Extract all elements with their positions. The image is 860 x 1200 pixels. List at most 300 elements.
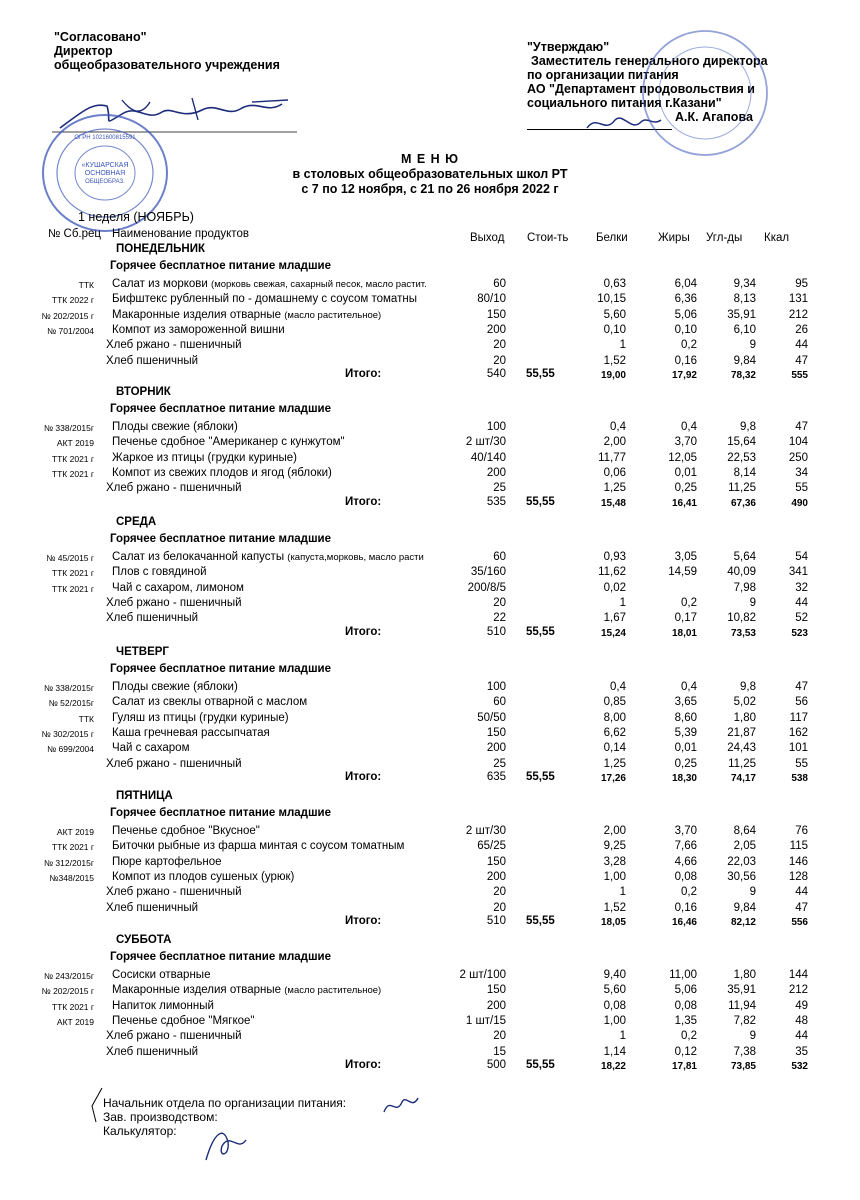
recipe-number: № 243/2015г [43, 971, 94, 981]
total-cost: 55,55 [526, 914, 555, 927]
kcal-value: 44 [795, 339, 808, 352]
total-fat: 17,81 [671, 1060, 697, 1072]
kcal-value: 76 [795, 825, 808, 837]
carbs-value: 21,87 [727, 726, 756, 739]
portion-output: 20 [493, 339, 506, 352]
carbs-value: 7,98 [733, 581, 756, 594]
total-output: 500 [486, 1058, 506, 1071]
recipe-number: ТТК 2021 г [51, 568, 94, 579]
portion-output: 100 [486, 681, 506, 693]
total-kcal: 523 [791, 627, 808, 639]
fat-value: 0,12 [674, 1045, 697, 1058]
dish-name [106, 1046, 198, 1058]
recipe-number: ТТК 2021 г [51, 1001, 94, 1012]
dish-name [112, 696, 307, 708]
fat-value: 0,01 [674, 742, 697, 755]
section-subtitle: Горячее бесплатное питание младшие [110, 663, 332, 675]
dish-title: Компот из плодов сушеных (урюк) [112, 870, 295, 883]
portion-output: 15 [493, 1045, 506, 1058]
fat-value: 0,16 [674, 354, 697, 367]
carbs-value: 9,34 [733, 278, 756, 290]
menu-row [0, 309, 860, 323]
dish-title: Хлеб пшеничный [106, 1045, 199, 1058]
dish-title: Хлеб ржано - пшеничный [106, 596, 242, 609]
menu-row [0, 582, 860, 596]
recipe-number: № 701/2004 [47, 325, 94, 336]
dish-name [106, 758, 242, 770]
total-kcal: 532 [791, 1060, 808, 1072]
recipe-number: № 45/2015 г [46, 553, 94, 563]
kcal-value: 101 [788, 742, 808, 755]
protein-value: 5,60 [603, 308, 626, 321]
carbs-value: 35,91 [727, 308, 756, 321]
carbs-value: 9 [749, 339, 756, 352]
fat-value: 0,2 [681, 886, 697, 899]
protein-value: 11,77 [598, 451, 626, 464]
total-output: 540 [486, 367, 506, 380]
kcal-value: 212 [788, 984, 808, 997]
portion-output: 2 шт/30 [465, 436, 506, 449]
portion-output: 20 [493, 901, 506, 914]
col-fat: Жиры [658, 232, 690, 244]
dish-title: Жаркое из птицы (грудки куриные) [112, 451, 298, 464]
approved-position-2: по организации питания [527, 68, 679, 82]
portion-output: 20 [493, 354, 506, 367]
carbs-value: 2,05 [733, 840, 756, 853]
kcal-value: 54 [795, 551, 808, 563]
dish-name [112, 421, 238, 433]
footer-signature-2 [200, 1122, 250, 1168]
kcal-value: 146 [788, 855, 808, 868]
dish-name [112, 324, 285, 336]
total-protein: 17,26 [600, 772, 626, 784]
menu-row [0, 840, 860, 854]
dish-name [112, 856, 222, 868]
dish-title: Печенье сдобное "Вкусное" [112, 825, 260, 837]
kcal-value: 115 [789, 840, 808, 853]
fat-value: 0,10 [674, 323, 697, 336]
total-label: Итого: [345, 625, 382, 638]
section-subtitle: Горячее бесплатное питание младшие [110, 403, 332, 415]
dish-note: (масло растительное) [284, 985, 382, 997]
total-label: Итого: [345, 914, 382, 927]
section-subtitle: Горячее бесплатное питание младшие [110, 951, 332, 963]
menu-row [0, 467, 860, 481]
carbs-value: 1,80 [733, 969, 756, 981]
dish-note: (капуста,морковь, масло расти [287, 552, 424, 563]
kcal-value: 162 [788, 726, 808, 739]
menu-row [0, 436, 860, 450]
dish-title: Каша гречневая рассыпчатая [112, 726, 270, 739]
portion-output: 200 [486, 742, 506, 755]
footer-production-manager: Зав. производством: [103, 1110, 218, 1124]
portion-output: 80/10 [477, 293, 506, 306]
menu-title-main: М Е Н Ю [400, 152, 460, 166]
total-output: 510 [486, 914, 506, 927]
kcal-value: 56 [795, 696, 808, 709]
recipe-number: № 202/2015 г [41, 310, 94, 321]
dish-name [112, 742, 190, 754]
kcal-value: 26 [795, 323, 808, 336]
dish-name [112, 467, 332, 479]
dish-name [106, 355, 198, 367]
recipe-number: № 338/2015г [43, 423, 94, 433]
agreed-title: "Согласовано" [54, 30, 147, 44]
portion-output: 2 шт/30 [465, 825, 506, 837]
section-subtitle: Горячее бесплатное питание младшие [110, 260, 332, 272]
dish-name [112, 551, 424, 563]
carbs-value: 9 [749, 1030, 756, 1043]
kcal-value: 47 [795, 681, 808, 693]
portion-output: 20 [493, 1030, 506, 1043]
week-label: 1 неделя (НОЯБРЬ) [78, 210, 194, 224]
menu-row [0, 482, 860, 496]
fat-value: 0,4 [681, 681, 697, 693]
fat-value: 3,65 [674, 696, 697, 709]
kcal-value: 104 [788, 436, 808, 449]
dish-name [106, 597, 242, 609]
dish-title: Пюре картофельное [112, 855, 222, 868]
recipe-number: № 202/2015 г [41, 986, 94, 997]
kcal-value: 44 [795, 886, 808, 899]
fat-value: 12,05 [668, 451, 697, 464]
day-name: СУББОТА [116, 934, 172, 946]
fat-value: 7,66 [674, 840, 697, 853]
kcal-value: 49 [795, 999, 808, 1012]
carbs-value: 5,02 [733, 696, 756, 709]
menu-row [0, 566, 860, 580]
menu-row [0, 339, 860, 353]
dish-name [112, 278, 427, 290]
dish-title: Печенье сдобное "Мягкое" [112, 1014, 255, 1027]
dish-note: (морковь свежая, сахарный песок, масло растит. [211, 279, 427, 290]
protein-value: 11,62 [598, 566, 626, 579]
fat-value: 5,39 [674, 726, 697, 739]
carbs-value: 11,94 [728, 999, 756, 1012]
protein-value: 2,00 [603, 436, 626, 449]
recipe-number: ТТК 2021 г [51, 583, 94, 594]
kcal-value: 52 [795, 612, 808, 625]
total-row [0, 368, 860, 382]
menu-row [0, 856, 860, 870]
menu-period: с 7 по 12 ноября, с 21 по 26 ноября 2022 г [301, 182, 559, 196]
approved-signer: А.К. Агапова [675, 110, 753, 124]
carbs-value: 9,8 [740, 421, 756, 433]
menu-row [0, 681, 860, 695]
total-protein: 15,24 [600, 627, 626, 639]
carbs-value: 5,64 [733, 551, 756, 563]
dish-name [112, 436, 345, 448]
protein-value: 1,00 [603, 1014, 626, 1027]
menu-row [0, 742, 860, 756]
recipe-number: АКТ 2019 [56, 827, 94, 837]
kcal-value: 55 [795, 757, 808, 770]
recipe-number: ТТК 2021 г [51, 468, 94, 479]
kcal-value: 34 [795, 466, 808, 479]
protein-value: 0,08 [603, 999, 626, 1012]
menu-row [0, 1015, 860, 1029]
fat-value: 3,70 [674, 436, 697, 449]
kcal-value: 47 [795, 354, 808, 367]
footer-signature-1 [380, 1090, 420, 1120]
protein-value: 1,00 [603, 870, 626, 883]
menu-row [0, 1030, 860, 1044]
dish-title: Хлеб пшеничный [106, 354, 199, 367]
total-carbs: 73,53 [730, 627, 756, 639]
dish-title: Макаронные изделия отварные [112, 308, 285, 321]
dish-title: Хлеб ржано - пшеничный [106, 886, 242, 899]
recipe-number: № 52/2015г [48, 698, 94, 709]
recipe-number: ТТК 2022 г [51, 295, 94, 306]
total-fat: 16,41 [671, 497, 697, 509]
day-name: ПЯТНИЦА [116, 790, 173, 802]
protein-value: 1,67 [603, 612, 626, 625]
dish-title: Чай с сахаром [112, 742, 190, 755]
total-protein: 15,48 [600, 497, 626, 509]
menu-row [0, 278, 860, 292]
menu-row [0, 355, 860, 369]
total-fat: 18,01 [671, 627, 697, 639]
dish-name [112, 840, 404, 852]
menu-row [0, 984, 860, 998]
total-carbs: 78,32 [730, 369, 756, 381]
svg-text:ОБЩЕОБРАЗ.: ОБЩЕОБРАЗ. [85, 179, 125, 185]
department-stamp [640, 8, 770, 188]
dish-name [112, 566, 207, 578]
fat-value: 0,25 [674, 757, 697, 770]
menu-row [0, 551, 860, 565]
kcal-value: 44 [795, 1030, 808, 1043]
approved-title: "Утверждаю" [527, 40, 610, 54]
dish-name [112, 984, 381, 996]
protein-value: 3,28 [603, 855, 626, 868]
protein-value: 0,02 [603, 581, 626, 594]
footer-bracket-mark [86, 1086, 106, 1126]
dish-title: Чай с сахаром, лимоном [112, 581, 244, 594]
menu-row [0, 421, 860, 435]
portion-output: 200 [486, 466, 506, 479]
recipe-number: № 699/2004 [47, 744, 94, 755]
protein-value: 1 [619, 886, 626, 899]
fat-value: 5,06 [674, 984, 697, 997]
portion-output: 150 [486, 855, 506, 868]
portion-output: 200 [486, 870, 506, 883]
agreed-org: общеобразовательного учреждения [54, 58, 280, 72]
dish-name [112, 309, 381, 321]
portion-output: 40/140 [470, 451, 506, 464]
total-kcal: 556 [791, 916, 808, 928]
protein-value: 1,14 [603, 1045, 626, 1058]
kcal-value: 47 [795, 901, 808, 914]
kcal-value: 250 [788, 451, 808, 464]
total-carbs: 82,12 [730, 916, 756, 928]
dish-title: Гуляш из птицы (грудки куриные) [112, 711, 289, 724]
dish-name [112, 712, 289, 724]
total-output: 635 [486, 770, 506, 783]
kcal-value: 117 [789, 711, 808, 724]
kcal-value: 128 [788, 870, 808, 883]
menu-row [0, 886, 860, 900]
dish-title: Хлеб ржано - пшеничный [106, 482, 242, 495]
total-kcal: 490 [791, 497, 808, 509]
section-subtitle: Горячее бесплатное питание младшие [110, 533, 332, 545]
fat-value: 0,2 [681, 339, 697, 352]
portion-output: 60 [493, 551, 506, 563]
total-label: Итого: [345, 495, 382, 508]
carbs-value: 40,09 [727, 566, 756, 579]
dish-name [112, 293, 417, 305]
protein-value: 1,25 [603, 482, 626, 495]
total-label: Итого: [345, 1058, 382, 1071]
dish-name [112, 681, 238, 693]
dish-title: Компот из замороженной вишни [112, 323, 285, 336]
portion-output: 60 [493, 278, 506, 290]
dish-title: Хлеб пшеничный [106, 612, 199, 625]
dish-name [106, 902, 198, 914]
dish-title: Плов с говядиной [112, 566, 207, 579]
total-row [0, 915, 860, 929]
fat-value: 1,35 [674, 1014, 697, 1027]
portion-output: 20 [493, 886, 506, 899]
kcal-value: 341 [788, 566, 808, 579]
portion-output: 200 [486, 999, 506, 1012]
dish-name [112, 582, 244, 594]
menu-title [210, 152, 650, 197]
carbs-value: 6,10 [733, 323, 756, 336]
menu-row [0, 696, 860, 710]
recipe-number: АКТ 2019 [56, 438, 94, 449]
carbs-value: 24,43 [727, 742, 756, 755]
portion-output: 20 [493, 596, 506, 609]
section-subtitle: Горячее бесплатное питание младшие [110, 807, 332, 819]
menu-row [0, 758, 860, 772]
recipe-number: ТТК [78, 280, 94, 290]
protein-value: 0,10 [603, 323, 626, 336]
fat-value: 0,2 [681, 1030, 697, 1043]
portion-output: 50/50 [477, 711, 506, 724]
menu-row [0, 612, 860, 626]
total-fat: 16,46 [671, 916, 697, 928]
dish-title: Печенье сдобное "Американер с кунжутом" [112, 436, 345, 449]
total-output: 510 [486, 625, 506, 638]
dish-name [106, 339, 242, 351]
approved-position: Заместитель генерального директора [531, 54, 768, 68]
total-carbs: 67,36 [730, 497, 756, 509]
total-row [0, 771, 860, 785]
kcal-value: 32 [795, 581, 808, 594]
carbs-value: 15,64 [727, 436, 756, 449]
kcal-value: 55 [795, 482, 808, 495]
recipe-number: АКТ 2019 [56, 1016, 94, 1027]
svg-text:«КУШАРСКАЯ: «КУШАРСКАЯ [81, 162, 129, 169]
carbs-value: 9 [749, 886, 756, 899]
dish-title: Хлеб ржано - пшеничный [106, 339, 242, 352]
carbs-value: 7,38 [733, 1045, 756, 1058]
fat-value: 0,2 [681, 596, 697, 609]
fat-value: 6,04 [674, 278, 697, 290]
kcal-value: 35 [795, 1045, 808, 1058]
carbs-value: 22,53 [727, 451, 756, 464]
fat-value: 0,25 [674, 482, 697, 495]
carbs-value: 8,64 [733, 825, 756, 837]
portion-output: 1 шт/15 [465, 1014, 506, 1027]
col-protein: Белки [596, 232, 628, 244]
portion-output: 25 [493, 482, 506, 495]
portion-output: 100 [486, 421, 506, 433]
col-kcal: Ккал [764, 232, 790, 244]
protein-value: 1 [619, 1030, 626, 1043]
protein-value: 5,60 [603, 984, 626, 997]
dish-title: Напиток лимонный [112, 999, 214, 1012]
carbs-value: 9 [749, 596, 756, 609]
total-label: Итого: [345, 770, 382, 783]
total-kcal: 555 [791, 369, 808, 381]
recipe-number: ТТК 2021 г [51, 842, 94, 853]
fat-value: 6,36 [674, 293, 697, 306]
menu-row [0, 727, 860, 741]
menu-row [0, 293, 860, 307]
fat-value: 0,17 [674, 612, 697, 625]
recipe-number: № 338/2015г [43, 683, 94, 693]
total-cost: 55,55 [526, 625, 555, 638]
dish-name [112, 969, 210, 981]
dish-name [112, 1015, 255, 1027]
carbs-value: 7,82 [733, 1014, 756, 1027]
total-row [0, 496, 860, 510]
dish-title: Плоды свежие (яблоки) [112, 681, 238, 693]
kcal-value: 131 [788, 293, 808, 306]
menu-row [0, 902, 860, 916]
total-cost: 55,55 [526, 1058, 555, 1071]
carbs-value: 9,84 [733, 901, 756, 914]
fat-value: 0,16 [674, 901, 697, 914]
kcal-value: 95 [795, 278, 808, 290]
dish-title: Хлеб ржано - пшеничный [106, 1030, 242, 1043]
portion-output: 35/160 [470, 566, 506, 579]
dish-title: Салат из моркови [112, 278, 212, 290]
dish-name [112, 825, 260, 837]
carbs-value: 30,56 [727, 870, 756, 883]
fat-value: 8,60 [674, 711, 697, 724]
dish-title: Хлеб ржано - пшеничный [106, 757, 242, 770]
carbs-value: 22,03 [727, 855, 756, 868]
protein-value: 0,85 [603, 696, 626, 709]
dish-name [106, 886, 242, 898]
fat-value: 4,66 [674, 855, 697, 868]
fat-value: 0,01 [674, 466, 697, 479]
dish-title: Макаронные изделия отварные [112, 984, 285, 997]
protein-value: 1 [619, 339, 626, 352]
total-carbs: 73,85 [730, 1060, 756, 1072]
total-carbs: 74,17 [730, 772, 756, 784]
recipe-number: №348/2015 [49, 872, 94, 883]
approved-org: АО "Департамент продовольствия и [527, 82, 755, 96]
total-output: 535 [486, 495, 506, 508]
agreed-position: Директор [54, 44, 113, 58]
portion-output: 150 [486, 984, 506, 997]
protein-value: 0,4 [610, 421, 626, 433]
dish-title: Бифштекс рубленный по - домашнему с соусом томатны [112, 293, 417, 306]
carbs-value: 8,14 [733, 466, 756, 479]
carbs-value: 8,13 [733, 293, 756, 306]
fat-value: 5,06 [674, 308, 697, 321]
carbs-value: 11,25 [728, 482, 756, 495]
kcal-value: 212 [788, 308, 808, 321]
dish-title: Салат из свеклы отварной с маслом [112, 696, 308, 709]
dish-note: (масло растительное) [284, 309, 382, 321]
menu-title-sub: в столовых общеобразовательных школ РТ [292, 167, 568, 181]
total-label: Итого: [345, 367, 382, 380]
